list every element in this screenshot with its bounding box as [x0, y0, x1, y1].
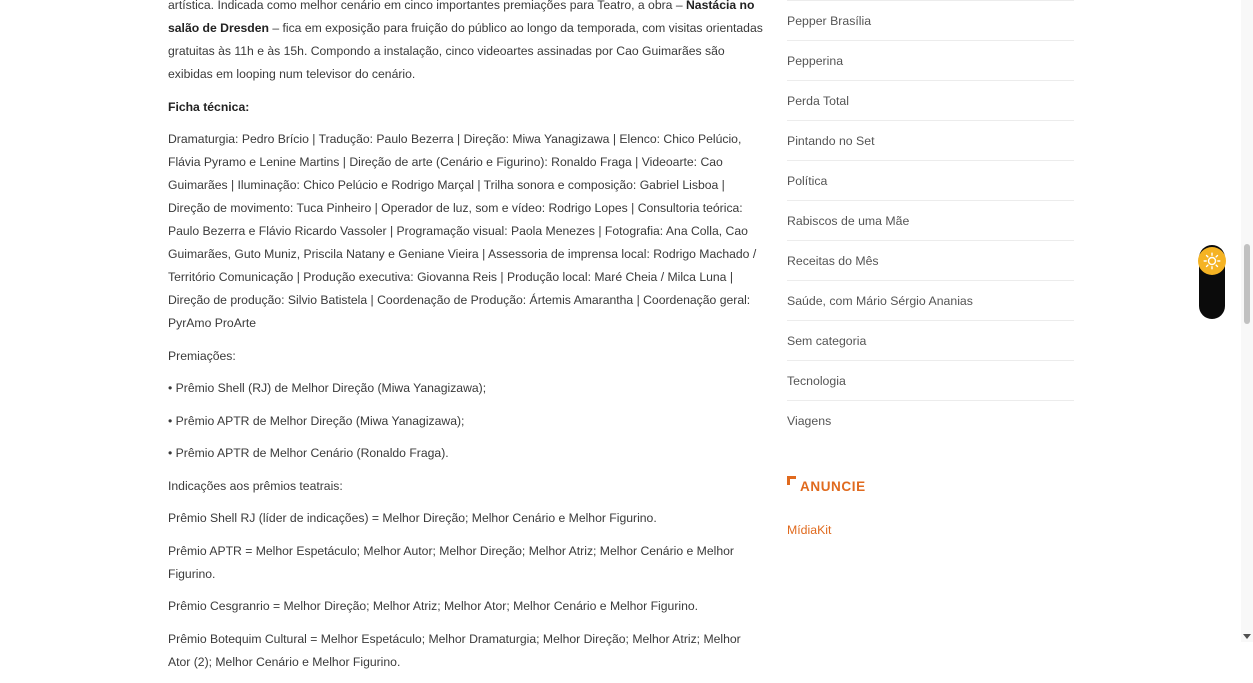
category-link[interactable]: Perda Total — [787, 81, 1074, 121]
theme-toggle[interactable] — [1199, 245, 1225, 319]
ficha-text: Dramaturgia: Pedro Brício | Tradução: Paulo Bezerra | Direção: Miwa Yanagizawa | Elenco: Chico Pelúcio, Flávia Pyramo e Lenine Martins | Direção de arte (Cenário e Figurino): Ronaldo Fraga | Videoarte: Cao Guimarães | Iluminação: Chico Pelúcio e Rodrigo Marçal | Trilha sonora e composição: Gabriel Lisboa | Direção de movimento: Tuca Pinheiro | Operador de luz, som e vídeo: Rodrigo Lopes | Consultoria teórica: Paulo Bezerra e Flávio Ricardo Vassoler | Programação visual: Paola Menezes | Fotografia: Ana Colla, Cao Guimarães, Guto Muniz, Priscila Natany e Geniane Vieira | Assessoria de imprensa local: Rodrigo Machado / Território Comunicação | Produção executiva: Giovanna Reis | Produção local: Maré Cheia / Milca Luna | Direção de produção: Silvio Batistela | Coordenação de Produção: Ártemis Amarantha | Coordenação geral: PyrAmo ProArte — [168, 132, 757, 330]
category-link[interactable]: Receitas do Mês — [787, 241, 1074, 281]
anuncie-widget-title — [787, 475, 1074, 496]
ficha-title-text: Ficha técnica: — [168, 99, 250, 114]
indicacao-item: Prêmio Cesgranrio = Melhor Direção; Melhor Atriz; Melhor Ator; Melhor Cenário e Melhor Figurino. — [168, 599, 699, 613]
category-link[interactable]: Sem categoria — [787, 321, 1074, 361]
sidebar — [787, 0, 1074, 537]
premio-item: • Prêmio Shell (RJ) de Melhor Direção (Miwa Yanagizawa); — [168, 381, 487, 395]
category-link[interactable]: Tecnologia — [787, 361, 1074, 401]
intro-text-2: – fica em exposição para fruição do público ao longo da temporada, com visitas orientadas gratuitas às 11h e às 15h. Compondo a instalação, cinco videoartes assinadas por Cao Guimarães são exibidas em looping num televisor do cenário. — [168, 21, 763, 81]
sun-icon — [1198, 247, 1226, 275]
category-link[interactable]: Pintando no Set — [787, 121, 1074, 161]
scrollbar-thumb[interactable] — [1244, 244, 1250, 324]
intro-bold-title: Nastácia no salão de Dresden — [168, 0, 755, 35]
page-scrollbar[interactable] — [1241, 0, 1253, 642]
category-link[interactable]: Viagens — [787, 413, 832, 428]
indicacao-item: Prêmio Botequim Cultural = Melhor Espetáculo; Melhor Dramaturgia; Melhor Direção; Melhor Atriz; Melhor Ator (2); Melhor Cenário e Melhor Figurino. — [168, 631, 741, 669]
category-link[interactable]: Pepper Brasília — [787, 1, 1074, 41]
indicacao-item: Prêmio Shell RJ (líder de indicações) = Melhor Direção; Melhor Cenário e Melhor Figurino. — [168, 511, 657, 525]
indicacao-item: Prêmio APTR = Melhor Espetáculo; Melhor Autor; Melhor Direção; Melhor Atriz; Melhor Cenário e Melhor Figurino. — [168, 543, 734, 581]
premio-item: • Prêmio APTR de Melhor Direção (Miwa Yanagizawa); — [168, 413, 465, 428]
indicacoes-title: Indicações aos prêmios teatrais: — [168, 478, 343, 493]
premiacoes-title: Premiações: — [168, 348, 236, 363]
midiakit-link[interactable]: MídiaKit — [787, 523, 832, 537]
ficha-title — [168, 96, 763, 119]
category-link[interactable]: Rabiscos de uma Mãe — [787, 201, 1074, 241]
category-link[interactable]: Pepperina — [787, 41, 1074, 81]
category-list — [787, 0, 1074, 440]
scroll-down-arrow-icon[interactable] — [1243, 634, 1251, 639]
premio-item: • Prêmio APTR de Melhor Cenário (Ronaldo Fraga). — [168, 446, 449, 460]
corner-accent-icon — [787, 476, 796, 485]
intro-paragraph — [168, 0, 763, 86]
category-link[interactable]: Política — [787, 161, 1074, 201]
intro-text-1: artística. Indicada como melhor cenário em cinco importantes premiações para Teatro, a obra – — [168, 0, 686, 12]
anuncie-heading: ANUNCIE — [800, 479, 866, 494]
article-body — [168, 0, 763, 683]
category-link[interactable]: Saúde, com Mário Sérgio Ananias — [787, 281, 1074, 321]
